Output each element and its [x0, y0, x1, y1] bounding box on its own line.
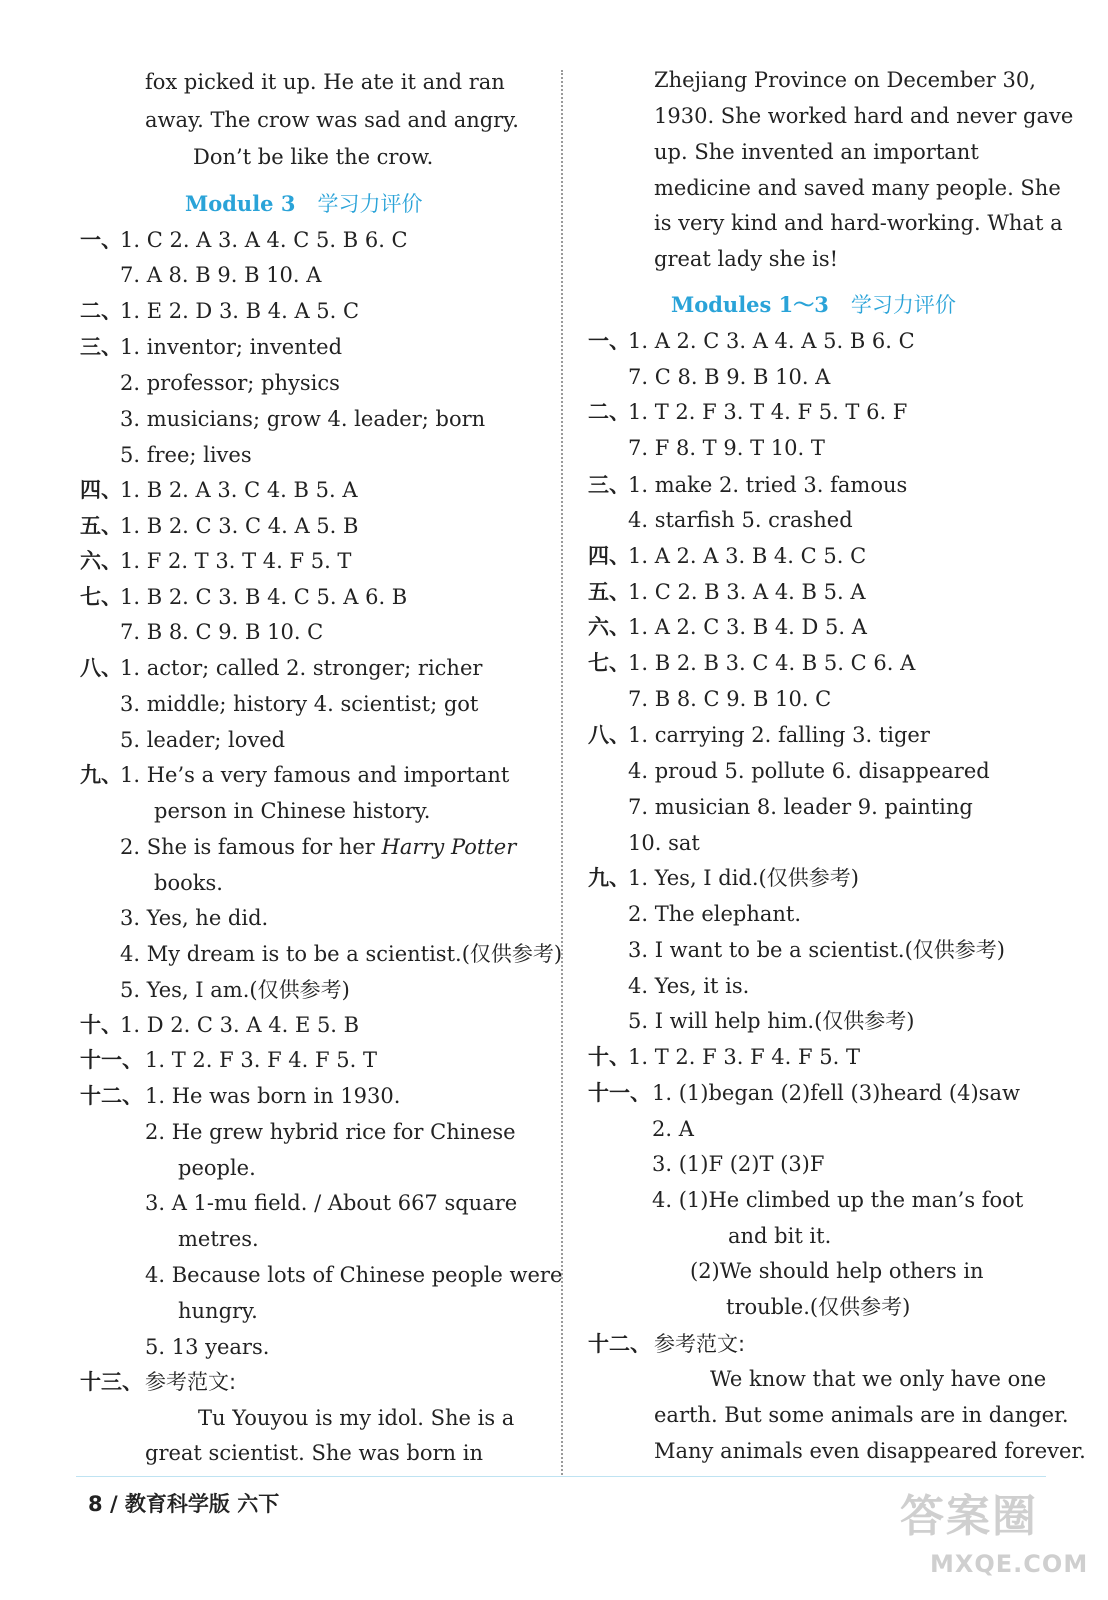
section-mark: 十三、: [80, 1370, 143, 1394]
answer-line: 3. Yes, he did.: [120, 906, 269, 930]
section-mark: 六、: [80, 549, 122, 573]
footer-edition: 教育科学版 六下: [124, 1492, 280, 1516]
answer-line: [120, 837, 516, 858]
left-intro-line-2: away. The crow was sad and angry.: [145, 108, 519, 132]
answer-line: 1. C 2. B 3. A 4. B 5. A: [628, 580, 866, 604]
answer-line: 7. B 8. C 9. B 10. C: [120, 620, 324, 644]
essay-line: We know that we only have one: [710, 1367, 1047, 1391]
answer-line: books.: [154, 871, 223, 895]
module3-heading: [185, 188, 422, 218]
answer-line: 5. 13 years.: [145, 1335, 270, 1359]
answer-line: 1. T 2. F 3. F 4. F 5. T: [628, 1045, 860, 1069]
answer-line: 1. (1)began (2)fell (3)heard (4)saw: [652, 1081, 1020, 1105]
answer-line: 2. He grew hybrid rice for Chinese: [145, 1120, 516, 1144]
answer-line: and bit it.: [728, 1224, 832, 1248]
essay-line: earth. But some animals are in danger.: [654, 1403, 1069, 1427]
answer-line: 3. A 1-mu field. / About 667 square: [145, 1191, 518, 1215]
answer-line: 1. B 2. A 3. C 4. B 5. A: [120, 478, 358, 502]
answer-line: 7. A 8. B 9. B 10. A: [120, 263, 322, 287]
section-mark: 一、: [80, 228, 122, 252]
watermark-logo: [900, 1478, 1095, 1593]
answer-line: 1. inventor; invented: [120, 335, 343, 359]
modules-heading-cn: 学习力评价: [850, 293, 956, 317]
answer-line: 1. F 2. T 3. T 4. F 5. T: [120, 549, 352, 573]
right-intro-line: 1930. She worked hard and never gave: [654, 104, 1074, 128]
section-mark: 八、: [588, 723, 630, 747]
right-intro-line: great lady she is!: [654, 247, 839, 271]
section-mark: 十二、: [588, 1332, 651, 1356]
answer-line: 参考范文:: [654, 1332, 746, 1356]
book-title: Harry Potter: [381, 835, 517, 859]
section-mark: 二、: [80, 299, 122, 323]
section-mark: 五、: [80, 514, 122, 538]
answer-line: 10. sat: [628, 831, 700, 855]
right-intro-line: medicine and saved many people. She: [654, 176, 1061, 200]
answer-line: 参考范文:: [145, 1370, 237, 1394]
answer-line: 2. The elephant.: [628, 902, 802, 926]
section-mark: 三、: [80, 335, 122, 359]
answer-line: 2. professor; physics: [120, 371, 340, 395]
answer-line: 5. leader; loved: [120, 728, 286, 752]
answer-line: 5. I will help him.(仅供参考): [628, 1009, 915, 1033]
section-mark: 七、: [588, 651, 630, 675]
modules-heading-en: Modules 1～3: [671, 292, 829, 317]
watermark-domain-text: MXQE.COM: [930, 1550, 1089, 1578]
answer-line: 1. He’s a very famous and important: [120, 763, 510, 787]
answer-line: 1. T 2. F 3. F 4. F 5. T: [145, 1048, 377, 1072]
watermark-top-text: 答案圈: [900, 1491, 1038, 1542]
answer-line: 4. Because lots of Chinese people were: [145, 1263, 563, 1287]
answer-line: 3. I want to be a scientist.(仅供参考): [628, 938, 1005, 962]
footer-separator: /: [109, 1492, 118, 1516]
answer-line: 1. E 2. D 3. B 4. A 5. C: [120, 299, 360, 323]
essay-line: great scientist. She was born in: [145, 1441, 483, 1465]
answer-line: 4. starfish 5. crashed: [628, 508, 853, 532]
answer-line: 4. Yes, it is.: [628, 974, 750, 998]
module3-heading-cn: 学习力评价: [317, 192, 423, 216]
section-mark: 十二、: [80, 1084, 143, 1108]
answer-line: 4. (1)He climbed up the man’s foot: [652, 1188, 1024, 1212]
section-mark: 四、: [588, 544, 630, 568]
answer-line: 7. B 8. C 9. B 10. C: [628, 687, 832, 711]
answer-line: (2)We should help others in: [690, 1259, 984, 1283]
answer-line: person in Chinese history.: [154, 799, 431, 823]
answer-line: 1. A 2. A 3. B 4. C 5. C: [628, 544, 867, 568]
answer-line: 1. A 2. C 3. A 4. A 5. B 6. C: [628, 329, 915, 353]
footer-rule: [76, 1476, 1046, 1477]
page-footer: [88, 1488, 279, 1518]
left-intro-line-3: Don’t be like the crow.: [193, 145, 434, 169]
right-intro-line: Zhejiang Province on December 30,: [654, 68, 1036, 92]
section-mark: 八、: [80, 656, 122, 680]
answer-line: 1. D 2. C 3. A 4. E 5. B: [120, 1013, 360, 1037]
section-mark: 十、: [588, 1045, 630, 1069]
answer-line: 4. proud 5. pollute 6. disappeared: [628, 759, 990, 783]
answer-line: trouble.(仅供参考): [726, 1295, 911, 1319]
answer-line: 1. B 2. C 3. C 4. A 5. B: [120, 514, 359, 538]
answer-line: 1. B 2. B 3. C 4. B 5. C 6. A: [628, 651, 916, 675]
essay-line: Tu Youyou is my idol. She is a: [198, 1406, 515, 1430]
answer-line: 3. middle; history 4. scientist; got: [120, 692, 479, 716]
answer-line: 1. A 2. C 3. B 4. D 5. A: [628, 615, 867, 639]
section-mark: 一、: [588, 329, 630, 353]
section-mark: 七、: [80, 585, 122, 609]
essay-line: Many animals even disappeared forever.: [654, 1439, 1086, 1463]
answer-line: 7. musician 8. leader 9. painting: [628, 795, 973, 819]
section-mark: 十一、: [80, 1048, 143, 1072]
answer-line: 2. A: [652, 1117, 694, 1141]
section-mark: 十、: [80, 1013, 122, 1037]
section-mark: 五、: [588, 580, 630, 604]
module3-heading-en: Module 3: [185, 191, 296, 216]
modules-heading: [671, 289, 956, 319]
page-number: 8: [88, 1492, 103, 1516]
answer-line: 1. B 2. C 3. B 4. C 5. A 6. B: [120, 585, 408, 609]
section-mark: 二、: [588, 400, 630, 424]
answer-line: 5. free; lives: [120, 443, 252, 467]
answer-line: 1. He was born in 1930.: [145, 1084, 401, 1108]
right-intro-line: up. She invented an important: [654, 140, 979, 164]
answer-text: 2. She is famous for her: [120, 835, 382, 859]
answer-line: 1. T 2. F 3. T 4. F 5. T 6. F: [628, 400, 908, 424]
answer-line: people.: [178, 1156, 256, 1180]
answer-line: 1. C 2. A 3. A 4. C 5. B 6. C: [120, 228, 408, 252]
section-mark: 十一、: [588, 1081, 651, 1105]
answer-line: 1. Yes, I did.(仅供参考): [628, 866, 859, 890]
section-mark: 九、: [588, 866, 630, 890]
answer-line: 1. make 2. tried 3. famous: [628, 473, 908, 497]
answer-line: 5. Yes, I am.(仅供参考): [120, 978, 350, 1002]
answer-line: metres.: [178, 1227, 259, 1251]
answer-line: 7. F 8. T 9. T 10. T: [628, 436, 825, 460]
answer-line: 4. My dream is to be a scientist.(仅供参考): [120, 942, 563, 966]
answer-line: hungry.: [178, 1299, 258, 1323]
answer-line: 7. C 8. B 9. B 10. A: [628, 365, 831, 389]
section-mark: 三、: [588, 473, 630, 497]
answer-line: 1. actor; called 2. stronger; richer: [120, 656, 483, 680]
answer-line: 3. (1)F (2)T (3)F: [652, 1152, 825, 1176]
section-mark: 四、: [80, 478, 122, 502]
answer-line: 1. carrying 2. falling 3. tiger: [628, 723, 930, 747]
section-mark: 六、: [588, 615, 630, 639]
right-intro-line: is very kind and hard-working. What a: [654, 211, 1063, 235]
answer-line: 3. musicians; grow 4. leader; born: [120, 407, 486, 431]
left-intro-line-1: fox picked it up. He ate it and ran: [145, 70, 505, 94]
section-mark: 九、: [80, 763, 122, 787]
